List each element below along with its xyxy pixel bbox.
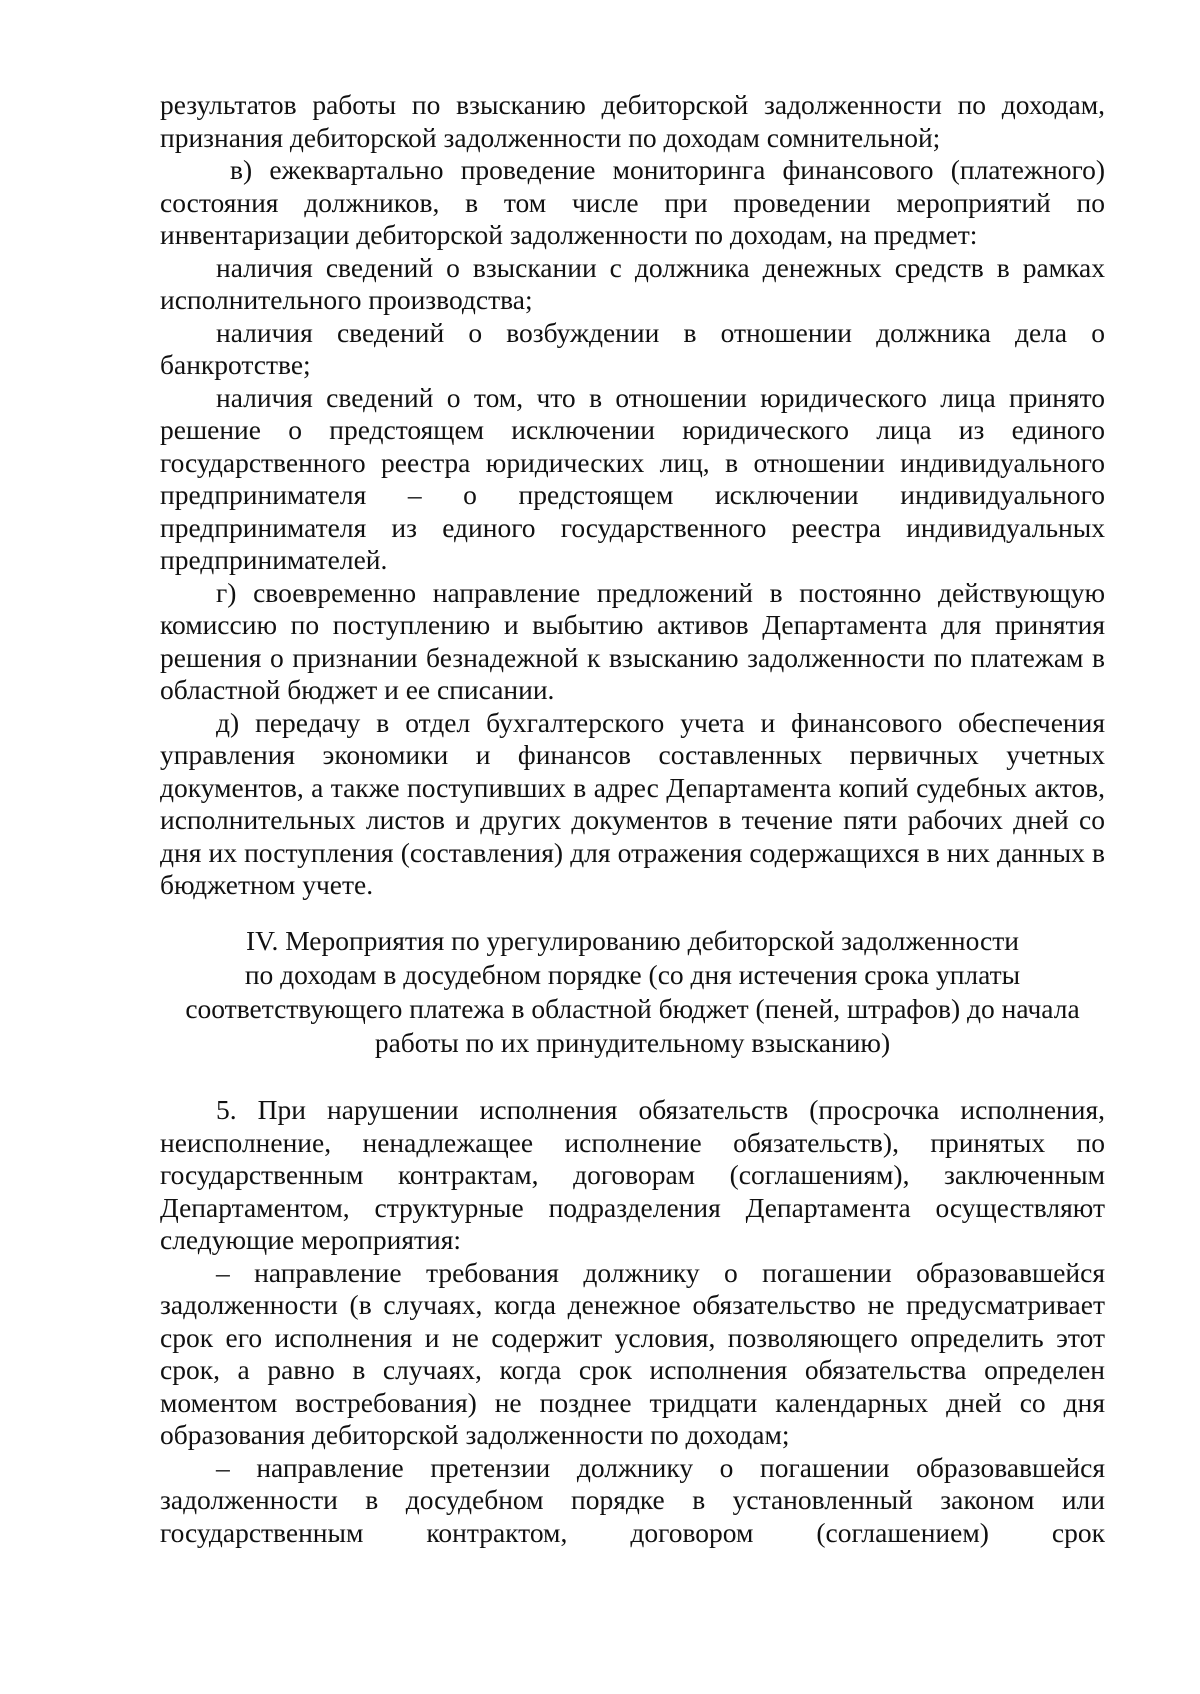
paragraph-claim: – направление претензии должнику о погашении образовавшейся задолженности в досудебном порядке в установленный законом или государственным контрактом, договором (соглашением) срок bbox=[160, 1451, 1105, 1548]
paragraph-exclusion-info: наличия сведений о том, что в отношении юридического лица принято решение о предстоящем исключении юридического лица из единого государственного реестра юридических лиц, в отношении индивидуального предпринимателя – о предстоящем исключении индивидуального предпринимателя из единого государственного реестра индивидуальных предпринимателей. bbox=[160, 381, 1105, 575]
paragraph-enforcement-info: наличия сведений о взыскании с должника денежных средств в рамках исполнительного производства; bbox=[160, 251, 1105, 315]
section-heading-line: соответствующего платежа в областной бюджет (пеней, штрафов) до начала bbox=[185, 993, 1080, 1024]
paragraph-item-d: д) передачу в отдел бухгалтерского учета и финансового обеспечения управления экономики и финансов составленных первичных учетных документов, а также поступивших в адрес Департамента копий судебных актов, исполнительных листов и других документов в течение пяти рабочих дней со дня их поступления (составления) для отражения содержащихся в них данных в бюджетном учете. bbox=[160, 706, 1105, 900]
paragraph-item-5: 5. При нарушении исполнения обязательств (просрочка исполнения, неисполнение, ненадлежащее исполнение обязательств), принятых по государственным контрактам, договорам (соглашениям), заключенным Департаментом, структурные подразделения Департамента осуществляют следующие мероприятия: bbox=[160, 1094, 1105, 1255]
paragraph-item-v: в) ежеквартально проведение мониторинга финансового (платежного) состояния должников, в том числе при проведении мероприятий по инвентаризации дебиторской задолженности по доходам, на предмет: bbox=[160, 154, 1105, 250]
paragraph-bankruptcy-info: наличия сведений о возбуждении в отношении должника дела о банкротстве; bbox=[160, 316, 1105, 380]
paragraph-continuation: результатов работы по взысканию дебиторской задолженности по доходам, признания дебиторской задолженности по доходам сомнительной; bbox=[160, 89, 1105, 153]
section-heading-line: работы по их принудительному взысканию) bbox=[374, 1027, 891, 1058]
section-heading-line: по доходам в досудебном порядке (со дня истечения срока уплаты bbox=[244, 959, 1021, 990]
paragraph-demand: – направление требования должнику о погашении образовавшейся задолженности (в случаях, когда денежное обязательство не предусматривает срок его исполнения и не содержит условия, позволяющего определить этот срок, а равно в случаях, когда срок исполнения обязательства определен моментом востребования) не позднее тридцати календарных дней со дня образования дебиторской задолженности по доходам; bbox=[160, 1256, 1105, 1450]
section-heading-line: IV. Мероприятия по урегулированию дебиторской задолженности bbox=[246, 925, 1019, 956]
section-heading bbox=[160, 924, 1105, 1060]
bottom-text-block bbox=[160, 1094, 1105, 1549]
paragraph-item-g: г) своевременно направление предложений в постоянно действующую комиссию по поступлению и выбытию активов Департамента для принятия решения о признании безнадежной к взысканию задолженности по платежам в областной бюджет и ее списании. bbox=[160, 576, 1105, 705]
top-text-block bbox=[160, 89, 1105, 902]
